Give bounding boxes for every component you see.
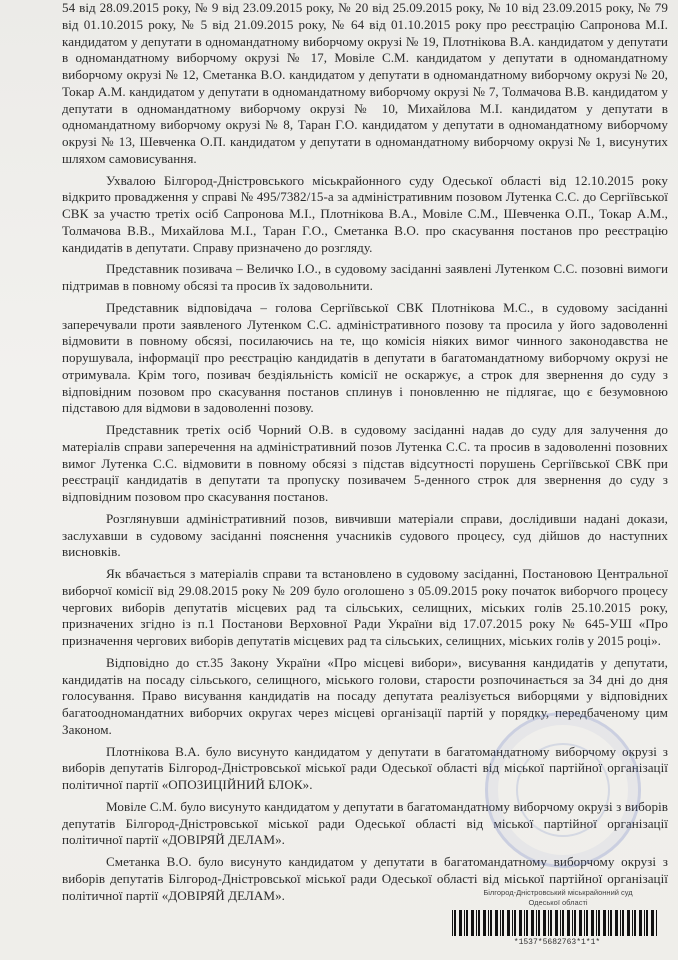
paragraph-10: Сметанка В.О. було висунуто кандидатом у депутати в багатомандатному виборчому окрузі з виборів депутатів Білгород-Дністровської міської ради Одеської області від міської партійної організації політичної партії «ДОВІРЯЙ ДЕЛАМ». — [62, 854, 668, 903]
barcode-icon — [452, 910, 662, 936]
court-name-line-2: Одеської області — [528, 898, 588, 907]
court-name-line-1: Білгород-Дністровський міськрайонний суд — [483, 888, 633, 897]
paragraph-7: Відповідно до ст.35 Закону України «Про місцеві вибори», висування кандидатів у депутати, кандидатів на посаду сільського, селищного, міського голови, старости розпочинається за 34 дні до дня голосування. Право висування кандидатів на посаду депутата реалізується виборцями у відповідних багатоодномандатних виборчих округах через місцеві організації партій у порядку, передбаченому цим Законом. — [62, 654, 668, 737]
paragraph-4: Представник третіх осіб Чорний О.В. в судовому засіданні надав до суду для залучення до матеріалів справи заперечення на адміністративний позов Лутенка С.С. та просив в задоволенні позовних вимог Лутенка С.С. відмовити в повному обсязі з підстав відсутності порушень Сергіївської СВК при реєстрації кандидатів в депутати та пропуску позивачем 5-денного строк для звернення до суду з відповідним позовом про скасування постанов. — [62, 422, 668, 504]
paragraph-0: 54 від 28.09.2015 року, № 9 від 23.09.2015 року, № 20 від 25.09.2015 року, № 10 від 23.09.2015 року, № 79 від 01.10.2015 року, № 5 від 21.09.2015 року, № 64 від 01.10.2015 року про реєстрацію Сапронова М.І. кандидатом у депутати в одномандатному виборчому окрузі № 19, Плотнікова В.А. кандидатом у депутати в одномандатному виборчому окрузі № 17, Мовіле С.М. кандидатом у депутати в одномандатному виборчому окрузі № 12, Сметанка В.О. кандидатом у депутати в одномандатному виборчому окрузі № 20, Токар А.М. кандидатом у депутати в одномандатному виборчому окрузі № 7, Толмачова В.В. кандидатом у депутати в одномандатному виборчому окрузі № 10, Михайлова М.І. кандидатом у депутати в одномандатному виборчому окрузі № 8, Таран Г.О. кандидатом у депутати в одномандатному виборчому окрузі № 13, Шевченка О.П. кандидатом у депутати в одномандатному виборчому окрузі № 1, висунутих шляхом самовисування. — [62, 0, 668, 166]
paragraph-2: Представник позивача – Величко І.О., в судовому засіданні заявлені Лутенком С.С. позовні вимоги підтримав в повному обсязі та просив їх задовольнити. — [62, 261, 668, 293]
paragraph-3: Представник відповідача – голова Сергіївської СВК Плотнікова М.С., в судовому засіданні заперечували проти заявленого Лутенком С.С. адміністративного позову та просила у його задоволенні відмовити в повному обсязі, посилаючись на те, що комісія ніяких вимог чинного законодавства не порушувала, інформації про реєстрацію кандидатів в депутати в багатомандатному виборчому окрузі не отримувала. Крім того, позивач бездіяльність комісії не оскаржує, а строк для звернення до суду з відповідним позовом про скасування постанов сплинув і поновленню не підлягає, що є безумовною підставою для відмови в задоволенні позову. — [62, 299, 668, 416]
paragraph-1: Ухвалою Білгород-Дністровського міськрайонного суду Одеської області від 12.10.2015 року відкрито провадження у справі № 495/7382/15-а за адміністративним позовом Лутенка С.С. до Сергіївської СВК за участю третіх осіб Сапронова М.І., Плотнікова В.А., Мовіле С.М., Шевченка О.П., Токар А.М., Толмачова В.В., Михайлова М.І., Таран Г.О., Сметанка В.О. про скасування постанов про реєстрацію кандидатів в депутати. Справу призначено до розгляду. — [62, 172, 668, 255]
paragraph-5: Розглянувши адміністративний позов, вивчивши матеріали справи, дослідивши надані докази, заслухавши в судовому засіданні пояснення учасників судового процесу, суд дійшов до наступних висновків. — [62, 510, 668, 560]
court-footer — [448, 888, 668, 908]
paragraph-8: Плотнікова В.А. було висунуто кандидатом у депутати в багатомандатному виборчому окрузі з виборів депутатів Білгород-Дністровської міської ради Одеської області від міської партійної організації політичної партії «ОПОЗИЦІЙНИЙ БЛОК». — [62, 743, 668, 792]
paragraph-6: Як вбачається з матеріалів справи та встановлено в судовому засіданні, Постановою Центральної виборчої комісії від 29.08.2015 року № 209 було оголошено з 05.09.2015 року початок виборчого процесу чергових виборів депутатів місцевих рад та сільських, селищних, міських голів 25.10.2015 року, призначених згідно із п.1 Постанови Верховної Ради України від 17.07.2015 року № 645-УШ «Про призначення чергових виборів депутатів місцевих рад та сільських, селищних, міських голів у 2015 році». — [62, 566, 668, 648]
document-body — [62, 0, 668, 909]
barcode-number: *1537*5682763*1*1* — [513, 938, 601, 947]
paragraph-9: Мовіле С.М. було висунуто кандидатом у депутати в багатомандатному виборчому окрузі з виборів депутатів Білгород-Дністровської міської ради Одеської області від міської партійної організації політичної партії «ДОВІРЯЙ ДЕЛАМ». — [62, 798, 668, 848]
